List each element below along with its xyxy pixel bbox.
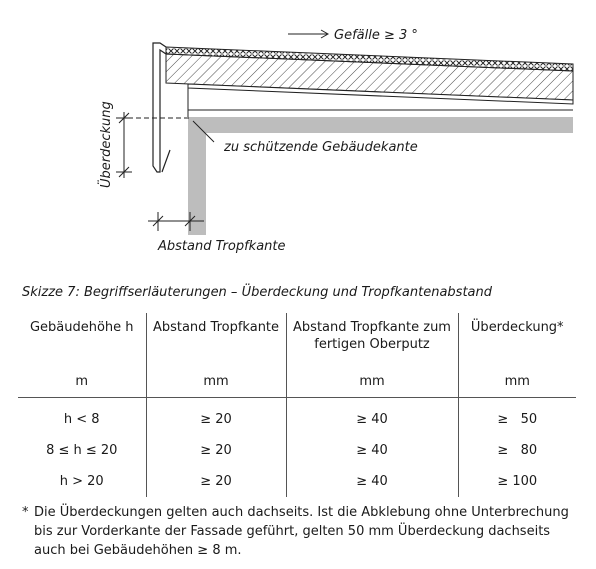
roof-layers [166,47,573,117]
table-cell: 8 ≤ h ≤ 20 [18,435,146,466]
table-cell: h < 8 [18,398,146,436]
table-units-row [18,355,576,398]
slope-label: Gefälle ≥ 3 ° [334,28,418,43]
header-drip-distance: Abstand Tropfkante [146,313,286,355]
footnote [22,503,577,560]
slope-arrow-icon [288,30,328,38]
table-cell: ≥ 40 [286,466,458,497]
table-cell: ≥ 40 [286,398,458,436]
overlap-label: Überdeckung [99,101,114,188]
table-cell: ≥ 20 [146,398,286,436]
sketch-caption: Skizze 7: Begriffserläuterungen – Überdeckung und Tropfkantenabstand [22,285,492,300]
header-drip-distance-plaster: Abstand Tropfkante zum fertigen Oberputz [286,313,458,355]
table-row [18,466,576,497]
header-overlap: Überdeckung* [470,320,564,335]
header-building-height: Gebäudehöhe h [18,313,146,355]
technical-sketch [0,0,596,270]
table-row [18,398,576,436]
unit-cell: mm [458,355,576,398]
unit-cell: m [18,355,146,398]
table-cell: ≥ 40 [286,435,458,466]
table-cell: h > 20 [18,466,146,497]
overlap-dimension [116,112,132,178]
unit-cell: mm [286,355,458,398]
table-header-row [18,313,576,355]
table-cell: ≥ 100 [497,474,538,489]
footnote-text: Die Überdeckungen gelten auch dachseits. Ist die Abklebung ohne Unterbrechung bis zur Vorderkante der Fassade geführt, gelten 50 mm Überdeckung dachseits auch bei Gebäudehöhen ≥ 8 m. [34,505,569,558]
table-cell: ≥ 20 [146,466,286,497]
table-cell: ≥ 20 [146,435,286,466]
edge-label: zu schützende Gebäudekante [224,140,418,155]
table-cell: ≥ 80 [497,443,538,458]
drip-distance-label: Abstand Tropfkante [158,239,286,254]
table-row [18,435,576,466]
unit-cell: mm [146,355,286,398]
building-wall [188,117,573,235]
spec-table [18,313,576,497]
table-cell: ≥ 50 [497,412,538,427]
footnote-marker: * [22,505,29,520]
